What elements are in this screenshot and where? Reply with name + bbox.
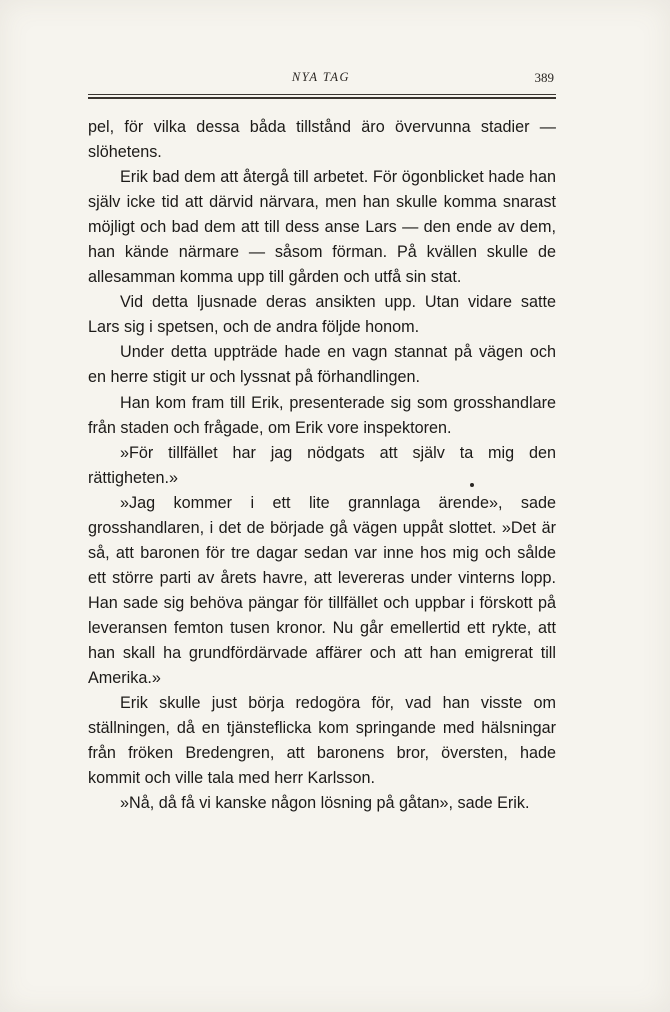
header-rule-thin: [88, 94, 556, 95]
body-text: [88, 115, 556, 816]
page-number: 389: [534, 70, 554, 85]
paragraph-4: Under detta uppträde hade en vagn stannat på vägen och en herre stigit ur och lyssnat på förhandlingen.: [88, 343, 556, 387]
header-rule-thick: [88, 97, 556, 99]
paragraph-9: »Nå, då få vi kanske någon lösning på gåtan», sade Erik.: [120, 794, 530, 813]
paragraph-8: Erik skulle just börja redogöra för, vad han visste om ställningen, då en tjänsteflicka kom springande med hälsningar från fröken Bredengren, att baronens bror, översten, hade kommit och ville tala med herr Karlsson.: [88, 694, 556, 788]
paragraph-6: »För tillfället har jag nödgats att själv ta mig den rättigheten.»: [88, 443, 556, 487]
paragraph-2: Erik bad dem att återgå till arbetet. För ögonblicket hade han själv icke tid att därvid närvara, men han skulle komma snarast möjligt och bad dem att till dess anse Lars — den ende av dem, han kände närmare — såsom förman. På kvällen skulle de allesamman komma upp till gården och utfå sin stat.: [88, 168, 556, 287]
running-title: NYA TAG: [291, 70, 351, 84]
ink-speck: [470, 483, 474, 487]
paragraph-7: »Jag kommer i ett lite grannlaga ärende», sade grosshandlaren, i det de började gå vägen uppåt slottet. »Det är så, att baronen för tre dagar sedan var inne hos mig och sålde ett större parti av årets havre, att levereras under vinterns lopp. Han sade sig behöva pängar för tillfället och uppbar i förskott på leveransen femton tusen kronor. Nu går emellertid ett rykte, att han skall ha grundfördärvade affärer och att han emigrerat till Amerika.»: [88, 493, 556, 688]
paragraph-3: Vid detta ljusnade deras ansikten upp. Utan vidare satte Lars sig i spetsen, och de andra följde honom.: [88, 293, 556, 337]
paragraph-1: pel, för vilka dessa båda tillstånd äro övervunna stadier — slöhetens.: [88, 118, 556, 162]
paragraph-5: Han kom fram till Erik, presenterade sig som grosshandlare från staden och frågade, om Erik vore inspektoren.: [88, 393, 556, 437]
running-head: [88, 66, 554, 88]
